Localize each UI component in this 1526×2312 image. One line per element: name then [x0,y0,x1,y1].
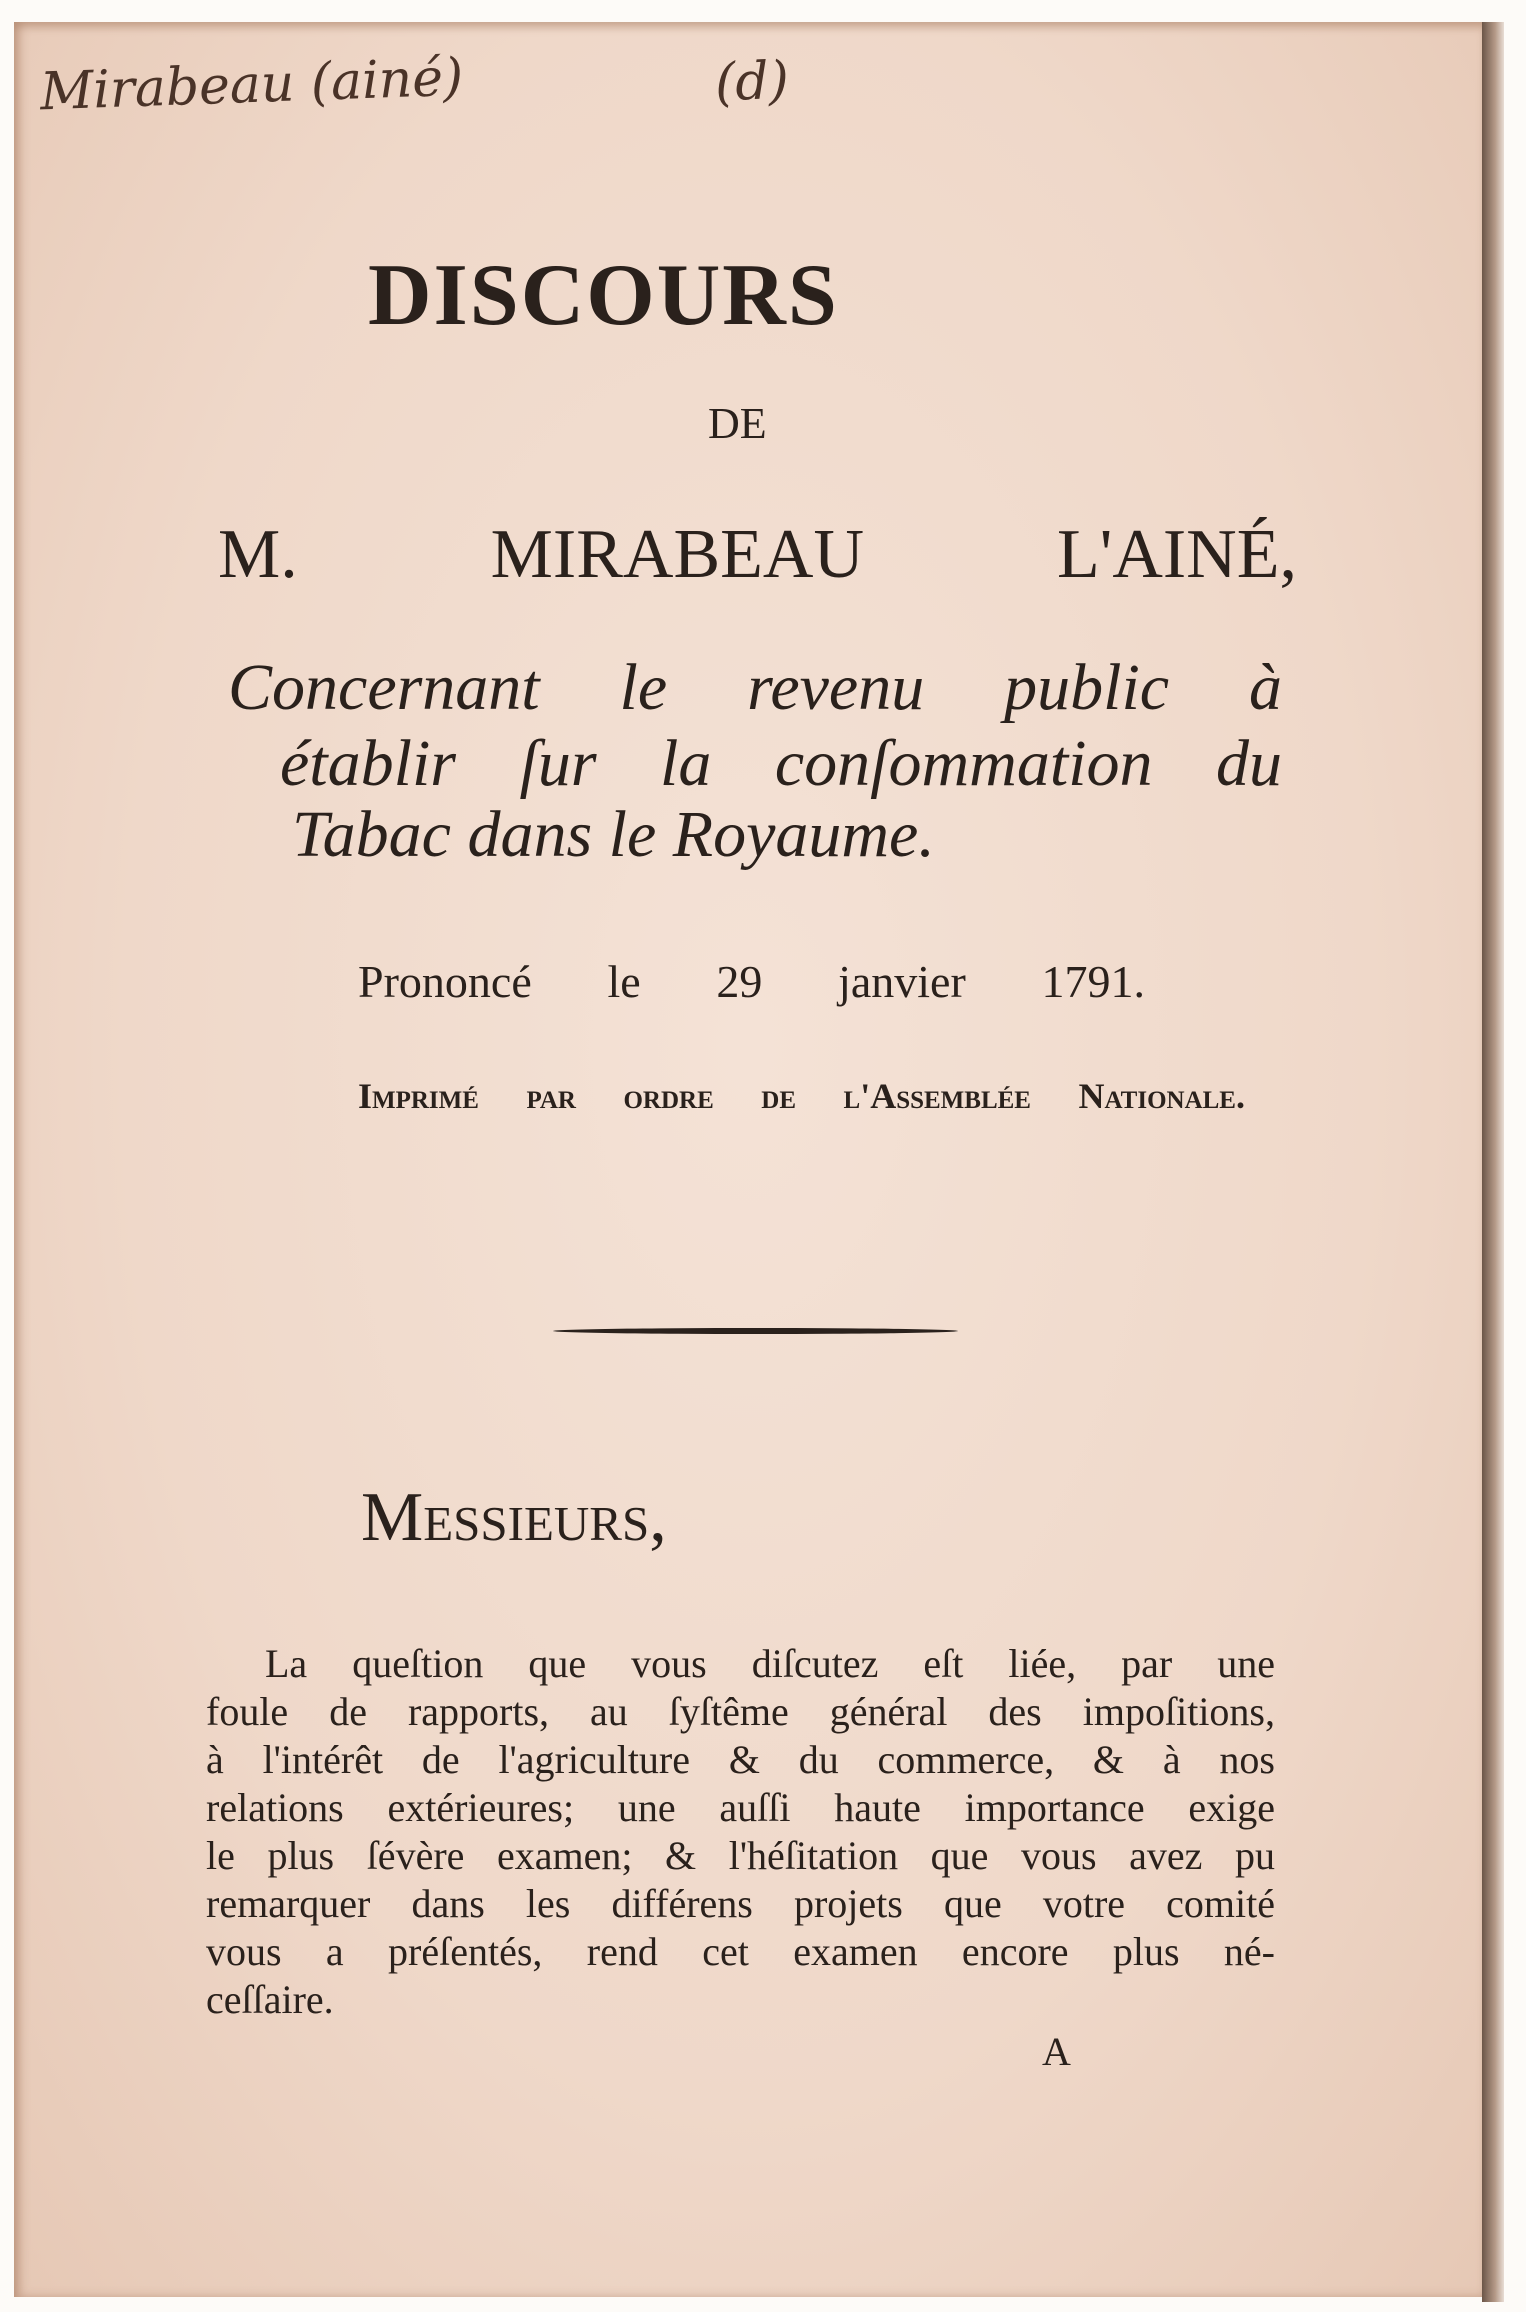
paragraph-line: La queſtion que vous diſcutez eſt liée, par une [265,1641,1275,1686]
page-edge [1482,22,1504,2302]
paragraph-line: vous a préſentés, rend cet examen encore plus né- [206,1929,1275,1974]
signature-mark: A [1042,2029,1071,2074]
document-title: DISCOURS [368,247,839,344]
paragraph-line: foule de rapports, au ſyſtême général des impoſitions, [206,1689,1275,1734]
paragraph-line: remarquer dans les différens projets que votre comité [206,1881,1275,1926]
paragraph-line: ceſſaire. [206,1977,334,2022]
imprint-line: Imprimé par ordre de l'Assemblée Nationale. [358,1076,1245,1116]
paragraph-line: relations extérieures; une auſſi haute importance exige [206,1785,1275,1830]
subject-line: établir ſur la conſommation du [280,727,1282,800]
subject-line: Tabac dans le Royaume. [292,798,935,871]
ornamental-rule [553,1328,958,1334]
date-line: Prononcé le 29 janvier 1791. [358,956,1145,1007]
handwritten-note: Mirabeau (ainé) [39,47,465,123]
handwritten-mark: (d) [713,50,790,114]
paragraph-line: le plus ſévère examen; & l'héſitation que vous avez pu [206,1833,1275,1878]
salutation: Messieurs, [361,1479,667,1556]
author-name: M. MIRABEAU L'AINÉ, [218,516,1297,593]
paragraph-line: à l'intérêt de l'agriculture & du commerce, & à nos [206,1737,1275,1782]
title-de: DE [708,399,767,448]
subject-line: Concernant le revenu public à [228,651,1282,724]
